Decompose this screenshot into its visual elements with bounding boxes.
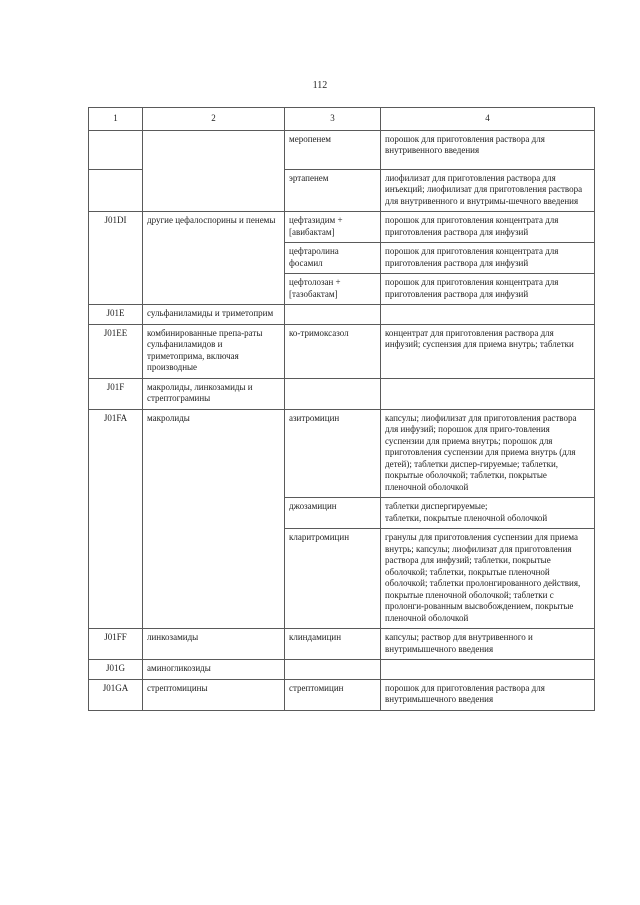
table-row [89,378,595,409]
column-header-3: 3 [285,108,381,131]
form-cell: капсулы; раствор для внутривенного и внутримышечного введения [381,629,595,660]
drug-cell: цефтазидим + [авибактам] [285,212,381,243]
code-cell: J01GA [89,679,143,710]
code-cell: J01FA [89,409,143,629]
drug-table [88,107,595,711]
form-cell: порошок для приготовления концентрата для приготовления раствора для инфузий [381,243,595,274]
drug-cell [285,305,381,325]
form-cell: порошок для приготовления раствора для внутривенного введения [381,130,595,169]
form-cell [381,378,595,409]
group-cell [143,130,285,212]
group-cell: аминогликозиды [143,660,285,680]
group-cell: макролиды [143,409,285,629]
table-row [89,212,595,243]
drug-cell [285,660,381,680]
column-header-1: 1 [89,108,143,131]
code-cell: J01FF [89,629,143,660]
drug-cell: эртапенем [285,169,381,212]
drug-cell: клиндамицин [285,629,381,660]
drug-cell: стрептомицин [285,679,381,710]
group-cell: комбинированные препа-раты сульфаниламидов и триметоприма, включая производные [143,324,285,378]
table-row [89,130,595,169]
table-row [89,324,595,378]
drug-cell: азитромицин [285,409,381,498]
form-cell: лиофилизат для приготовления раствора для инъекций; лиофилизат для приготовления раствора для внутривенного и внутримы-шечного введения [381,169,595,212]
code-cell: J01G [89,660,143,680]
group-cell: линкозамиды [143,629,285,660]
table-row [89,660,595,680]
form-cell [381,305,595,325]
table-header-row [89,108,595,131]
table-row [89,629,595,660]
table-row [89,409,595,498]
column-header-4: 4 [381,108,595,131]
code-cell: J01E [89,305,143,325]
form-cell: порошок для приготовления раствора для внутримышечного введения [381,679,595,710]
form-cell: порошок для приготовления концентрата для приготовления раствора для инфузий [381,274,595,305]
column-header-2: 2 [143,108,285,131]
form-cell: гранулы для приготовления суспензии для приема внутрь; капсулы; лиофилизат для приготовления раствора для инфузий; таблетки, покрытые оболочкой; таблетки, покрытые пленочной оболочкой; таблетки пролонгированного действия, покрытые пленочной оболочкой; таблетки с пролонги-рованным высвобождением, покрытые пленочной оболочкой [381,529,595,629]
form-cell: капсулы; лиофилизат для приготовления раствора для инфузий; порошок для приго-товления суспензии для приема внутрь; порошок для приготовления суспензии для приема внутрь (для детей); таблетки диспер-гируемые; таблетки, покрытые оболочкой; таблетки, покрытые пленочной оболочкой [381,409,595,498]
code-cell [89,130,143,169]
drug-cell: цефтаролина фосамил [285,243,381,274]
code-cell: J01EE [89,324,143,378]
drug-cell: джозамицин [285,498,381,529]
drug-cell: ко-тримоксазол [285,324,381,378]
drug-cell: меропенем [285,130,381,169]
table-row [89,305,595,325]
drug-cell [285,378,381,409]
page-number: 112 [312,80,328,91]
group-cell: другие цефалоспорины и пенемы [143,212,285,305]
group-cell: сульфаниламиды и триметоприм [143,305,285,325]
form-cell [381,660,595,680]
drug-cell: цефтолозан + [тазобактам] [285,274,381,305]
group-cell: макролиды, линкозамиды и стрептограмины [143,378,285,409]
form-cell: порошок для приготовления концентрата для приготовления раствора для инфузий [381,212,595,243]
table-row [89,679,595,710]
code-cell: J01F [89,378,143,409]
code-cell: J01DI [89,212,143,305]
code-cell [89,169,143,212]
group-cell: стрептомицины [143,679,285,710]
form-cell: концентрат для приготовления раствора для инфузий; суспензия для приема внутрь; таблетки [381,324,595,378]
form-cell: таблетки диспергируемые; таблетки, покрытые пленочной оболочкой [381,498,595,529]
drug-cell: кларитромицин [285,529,381,629]
